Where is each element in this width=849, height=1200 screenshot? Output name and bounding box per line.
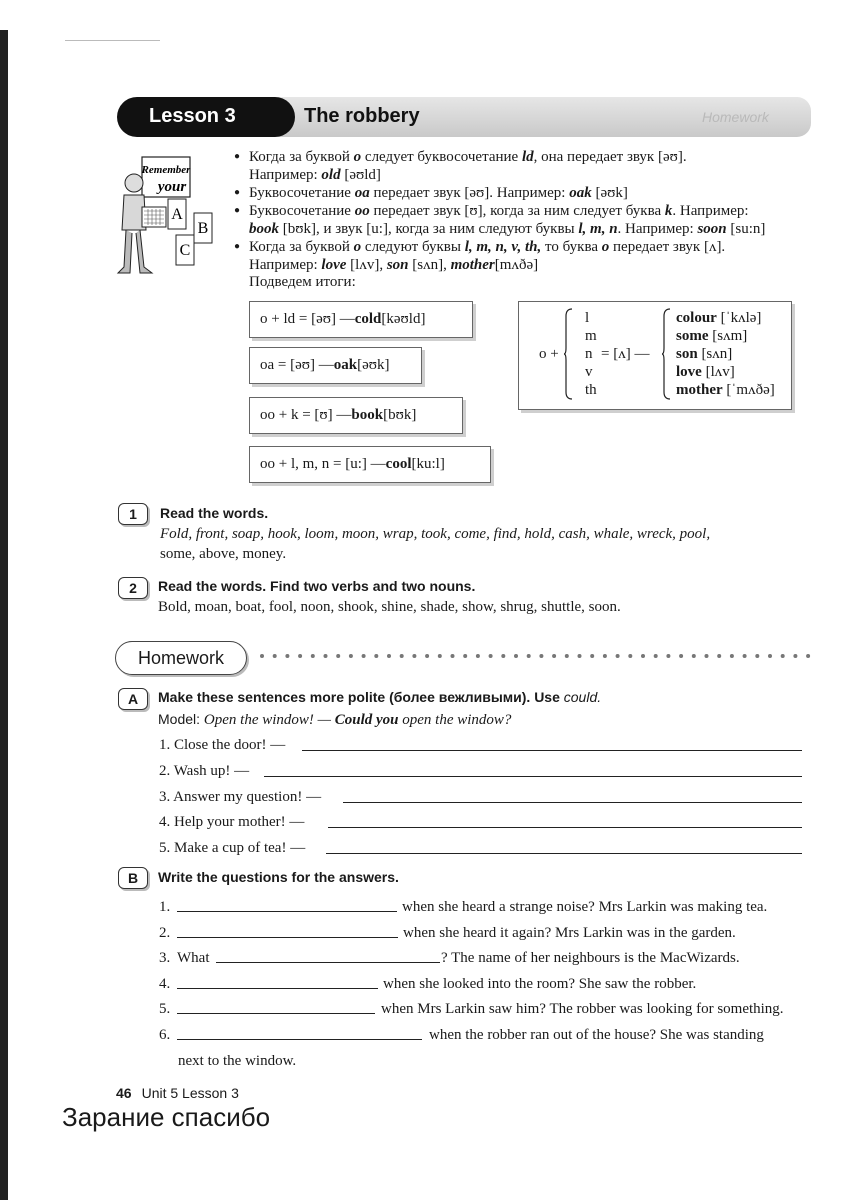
dot xyxy=(438,654,442,658)
exercise-1-instruction: Read the words. xyxy=(160,505,269,521)
sign-word-2: your xyxy=(157,179,187,195)
dot xyxy=(717,654,721,658)
exercise-1-words-line-1: Fold, front, soap, hook, loom, moon, wrap, took, come, find, hold, cash, whale, wreck, pool, xyxy=(160,526,711,542)
exercise-b-item-3-num: 3. xyxy=(159,950,171,966)
exercise-a-item-5: 5. Make a cup of tea! — xyxy=(159,840,306,856)
lesson-title: The robbery xyxy=(304,105,420,127)
exercise-a-item-1: 1. Close the door! — xyxy=(159,737,286,753)
page-footer xyxy=(116,1085,239,1101)
dot xyxy=(755,654,759,658)
exercise-b-item-4-text: when she looked into the room? She saw the robber. xyxy=(383,976,697,992)
dot xyxy=(628,654,632,658)
o-following-letters: l m n v th xyxy=(585,310,597,398)
exercise-b-badge: B xyxy=(118,867,148,889)
handwritten-note: Зарание спасибо xyxy=(62,1102,271,1132)
answer-line-a4[interactable] xyxy=(328,827,802,828)
exercise-a-item-3: 3. Answer my question! — xyxy=(159,789,322,805)
dot xyxy=(451,654,455,658)
answer-line-b4[interactable] xyxy=(177,988,378,989)
dot xyxy=(527,654,531,658)
exercise-a-badge: A xyxy=(118,688,148,710)
header-tab-cap xyxy=(255,97,295,137)
exercise-b-item-2-num: 2. xyxy=(159,925,171,941)
exercise-b-item-5-num: 5. xyxy=(159,1001,171,1017)
page-number: 46 xyxy=(116,1085,132,1101)
dot xyxy=(273,654,277,658)
dot xyxy=(539,654,543,658)
lesson-header xyxy=(117,97,811,137)
dot xyxy=(578,654,582,658)
exercise-b-item-6-text: when the robber ran out of the house? She was standing xyxy=(429,1027,764,1043)
rule-1: ● Когда за буквой o следует буквосочетание ld, она передает звук [əʊ]. Например: old [əʊld] xyxy=(234,148,814,184)
lesson-label: Lesson 3 xyxy=(149,105,236,127)
formula-box-ook: oo + k = [ʊ] — book [bʊk] xyxy=(249,397,463,434)
dot xyxy=(641,654,645,658)
dot xyxy=(501,654,505,658)
formula-box-ld: o + ld = [əʊ] — cold [kəʊld] xyxy=(249,301,473,338)
figure-legs xyxy=(118,230,152,273)
rule-3: ● Буквосочетание oo передает звук [ʊ], когда за ним следует буква k. Например: book [bʊk], и звук [u:], когда за ним следуют буквы l, m, n. Например: soon [su:n] xyxy=(234,202,814,238)
letter-a: A xyxy=(171,206,183,223)
figure-head xyxy=(125,174,143,192)
exercise-b-item-6-num: 6. xyxy=(159,1027,171,1043)
dot xyxy=(324,654,328,658)
dot xyxy=(285,654,289,658)
exercise-b-item-3-prefix: What xyxy=(177,950,210,966)
exercise-1-words-line-2: some, above, money. xyxy=(160,546,287,562)
answer-line-b1[interactable] xyxy=(177,911,397,912)
exercise-2-words: Bold, moan, boat, fool, noon, shook, shine, shade, show, shrug, shuttle, soon. xyxy=(158,599,621,615)
dot xyxy=(260,654,264,658)
dot xyxy=(730,654,734,658)
dot xyxy=(514,654,518,658)
scan-edge xyxy=(0,30,8,1200)
exercise-2-badge: 2 xyxy=(118,577,148,599)
dot xyxy=(654,654,658,658)
answer-line-b5[interactable] xyxy=(177,1013,375,1014)
dot xyxy=(552,654,556,658)
dot xyxy=(781,654,785,658)
answer-line-a2[interactable] xyxy=(264,776,802,777)
dot xyxy=(565,654,569,658)
dot xyxy=(692,654,696,658)
dot xyxy=(616,654,620,658)
dot xyxy=(425,654,429,658)
sign-word-1: Remember xyxy=(141,164,191,176)
letter-b: B xyxy=(197,220,209,237)
summary-label: Подведем итоги: xyxy=(249,274,356,290)
answer-line-a5[interactable] xyxy=(326,853,802,854)
dot xyxy=(679,654,683,658)
dot xyxy=(603,654,607,658)
dot xyxy=(768,654,772,658)
dot xyxy=(743,654,747,658)
dot xyxy=(705,654,709,658)
formula-box-oa: oa = [əʊ] — oak [əʊk] xyxy=(249,347,422,384)
scan-mark xyxy=(65,40,160,41)
remember-your-abc-illustration xyxy=(112,155,227,280)
rules-list xyxy=(234,148,814,274)
answer-line-a1[interactable] xyxy=(302,750,802,751)
dot xyxy=(666,654,670,658)
exercise-2-instruction: Read the words. Find two verbs and two nouns. xyxy=(158,578,476,594)
dot xyxy=(489,654,493,658)
dot xyxy=(336,654,340,658)
o-example-words: colour [ˈkʌlə] some [sʌm] son [sʌn] love [lʌv] mother [ˈmʌðə] xyxy=(676,310,775,398)
exercise-b-instruction: Write the questions for the answers. xyxy=(158,869,399,885)
exercise-b-item-1-num: 1. xyxy=(159,899,171,915)
exercise-b-item-5-text: when Mrs Larkin saw him? The robber was looking for something. xyxy=(381,1001,784,1017)
answer-line-b2[interactable] xyxy=(177,937,398,938)
answer-line-a3[interactable] xyxy=(343,802,802,803)
exercise-b-item-3-text: ? The name of her neighbours is the MacWizards. xyxy=(441,950,740,966)
dot xyxy=(590,654,594,658)
dot xyxy=(298,654,302,658)
o-equals-sound: = [ʌ] — xyxy=(601,346,650,362)
dot xyxy=(374,654,378,658)
dot xyxy=(311,654,315,658)
exercise-1-badge: 1 xyxy=(118,503,148,525)
exercise-a-item-2: 2. Wash up! — xyxy=(159,763,250,779)
exercise-a-item-4: 4. Help your mother! — xyxy=(159,814,305,830)
figure-tablet xyxy=(142,207,166,227)
unit-lesson-label: Unit 5 Lesson 3 xyxy=(141,1085,239,1101)
dot xyxy=(412,654,416,658)
formula-box-o-short-u xyxy=(518,301,792,410)
o-prefix: o + xyxy=(539,346,559,362)
dot xyxy=(387,654,391,658)
homework-heading: Homework xyxy=(115,641,247,675)
dot xyxy=(362,654,366,658)
dot xyxy=(476,654,480,658)
dot xyxy=(463,654,467,658)
header-ghost-text: Homework xyxy=(702,109,769,125)
answer-line-b3[interactable] xyxy=(216,962,440,963)
dot xyxy=(806,654,810,658)
dot xyxy=(400,654,404,658)
rule-2: ● Буквосочетание oa передает звук [əʊ]. Например: oak [əʊk] xyxy=(234,184,814,202)
exercise-b-item-2-text: when she heard it again? Mrs Larkin was in the garden. xyxy=(403,925,736,941)
exercise-a-instruction: Make these sentences more polite (более вежливыми). Use could. xyxy=(158,689,602,705)
exercise-b-item-1-text: when she heard a strange noise? Mrs Larkin was making tea. xyxy=(402,899,768,915)
dot xyxy=(349,654,353,658)
exercise-b-item-6-continuation: next to the window. xyxy=(178,1053,297,1069)
formula-box-oolmn: oo + l, m, n = [u:] — cool [ku:l] xyxy=(249,446,491,483)
answer-line-b6[interactable] xyxy=(177,1039,422,1040)
exercise-a-model: Model: Open the window! — Could you open the window? xyxy=(158,711,512,728)
letter-c: C xyxy=(179,242,191,259)
dot xyxy=(793,654,797,658)
exercise-b-item-4-num: 4. xyxy=(159,976,171,992)
left-brace-icon xyxy=(564,308,572,400)
rule-4: ● Когда за буквой o следуют буквы l, m, n, v, th, то буква o передает звук [ʌ]. Например: love [lʌv], son [sʌn], mother[mʌðə] xyxy=(234,238,814,274)
right-brace-icon xyxy=(662,308,670,400)
homework-dotted-rule xyxy=(258,651,814,661)
